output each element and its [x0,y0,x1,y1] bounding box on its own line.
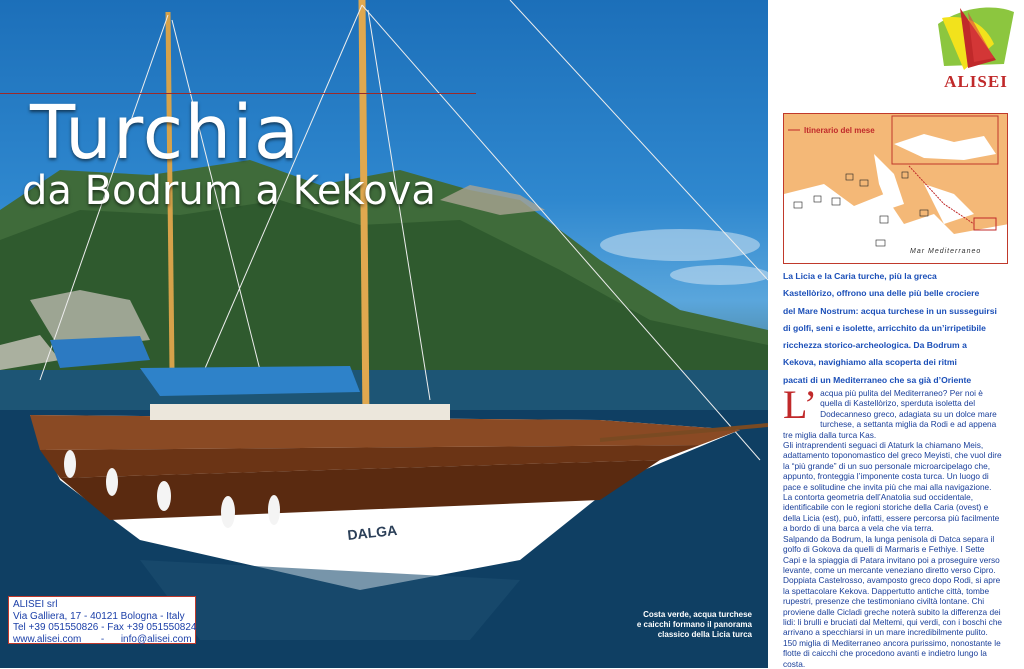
company-phone-fax: Tel +39 051550826 - Fax +39 051550824 [13,622,197,633]
boat-name: DALGA [346,521,398,543]
article-intro [783,268,1008,389]
paragraph: acqua più pulita del Mediterraneo? Per noi è quella di Kastellòrizo, sperduta isoletta del Dodecanneso greco, adagiata su un dolce mare turchese, a settanta miglia da Rodi e ad appena tre miglia dalla turca Kas. [783,388,997,440]
page-subtitle: da Bodrum a Kekova [22,168,436,214]
intro-line: Kekova, navighiamo alla scoperta dei ritmi [783,357,957,368]
paragraph: La contorta geometria dell’Anatolia sud occidentale, identificabile con le regioni storiche della Caria (ovest) e della Licia (est), può, infatti, essere percorsa più facilmente a bordo di una barca a vela che via terra. [783,492,1000,534]
drop-cap: L’ [783,382,818,427]
intro-line: di golfi, seni e isolette, arricchito da un’irripetibile [783,322,986,333]
caption-line: Costa verde, acqua turchese [643,610,752,619]
map-illustration [784,114,1008,264]
caption-line: classico della Licia turca [657,630,752,639]
email-link[interactable]: info@alisei.com [120,633,192,645]
intro-line: La Licia e la Caria turche, più la greca [783,271,937,281]
itinerary-map [783,113,1008,264]
company-name: ALISEI srl [13,599,58,610]
photo-caption [628,610,752,640]
brand-name: ALISEI [944,72,1008,91]
company-address: Via Galliera, 17 - 40121 Bologna - Italy [13,610,185,622]
intro-line: del Mare Nostrum: acqua turchese in un susseguirsi [783,305,997,316]
caption-line: e caicchi formano il panorama [636,620,752,629]
intro-line: ricchezza storico-archeologica. Da Bodrum a [783,340,967,351]
link-separator: - [100,633,105,645]
intro-line: Kastellòrizo, offrono una delle più belle crociere [783,288,980,299]
map-sea-label: Mar Mediterraneo [910,248,982,255]
article-body [783,382,1003,669]
paragraph: Salpando da Bodrum, la lunga penisola di Datca separa il golfo di Gokova da quelli di Marmaris e Fethiye. I Sette Capi e la spiaggia di Patara invitano poi a proseguire verso levante, come un mercante veneziano diretto verso Cipro. Doppiata Castelrosso, avamposto greco dopo Rodi, si apre la spettacolare Kekova. Dappertutto antiche città, tombe rupestri, presenze che testimoniano civiltà lontane. Chi proviene dalle Cicladi greche noterà subito la differenza dei lidi: li brulli e bruciati dal Meltemi, qui verdi, con i boschi che arrivano a specchiarsi in un mare incredibilmente pulito. 150 miglia di Mediterraneo ancora purissimo, nonostante le flotte di caicchi che procedono avanti e indietro lungo la costa. [783,533,1003,669]
paragraph: Gli intraprendenti seguaci di Ataturk la chiamano Meis, adattamento toponomastico del greco Meyisti, che vuol dire la “più grande” di un suo personale microarcipelago che, appunto, fronteggia l’imponente costa turca. Un luogo di pace e solitudine che invita più che mai alla navigazione. [783,440,1002,492]
page-title: Turchia [30,90,301,176]
contact-box [8,596,196,644]
map-legend: Itinerario del mese [804,126,875,135]
company-links [13,634,191,646]
website-link[interactable]: www.alisei.com [13,633,82,645]
intro-line: pacati di un Mediterraneo che sa già d’Oriente [783,374,972,385]
